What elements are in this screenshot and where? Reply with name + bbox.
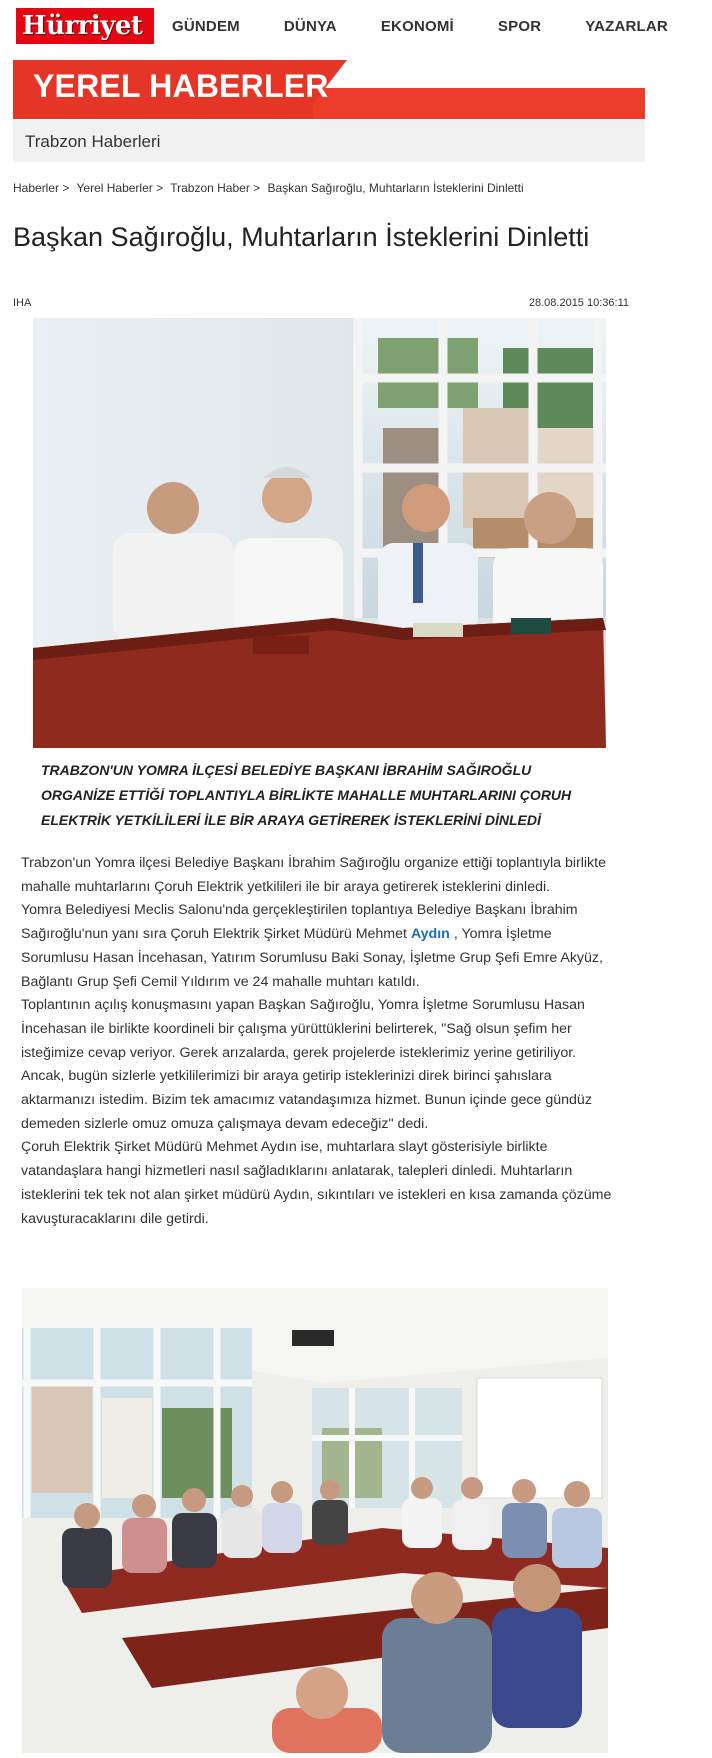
subsection-title[interactable]: Trabzon Haberleri xyxy=(25,132,161,151)
article-date: 28.08.2015 10:36:11 xyxy=(528,297,629,309)
top-navigation xyxy=(0,0,668,56)
nav-link-ekonomi[interactable]: EKONOMİ xyxy=(380,18,454,35)
hurriyet-logo[interactable] xyxy=(16,8,154,44)
logo-text: Hürriyet xyxy=(22,11,143,41)
article-paragraph xyxy=(21,899,621,994)
breadcrumb-item-haberler[interactable]: Haberler > xyxy=(13,181,70,195)
nav-link-dunya[interactable]: DÜNYA xyxy=(283,18,337,35)
council-room-photo-illustration xyxy=(22,1288,608,1753)
article-paragraph: Trabzon'un Yomra ilçesi Belediye Başkanı İbrahim Sağıroğlu organize ettiği toplantıyla birlikte mahalle muhtarlarını Çoruh Elektrik yetkilileri ile bir araya getirerek isteklerini dinledi. xyxy=(21,855,606,895)
main-nav xyxy=(172,18,712,35)
breadcrumb xyxy=(13,181,528,195)
breadcrumb-item-current: Başkan Sağıroğlu, Muhtarların İsteklerini Dinletti xyxy=(267,181,524,195)
nav-link-gundem[interactable]: GÜNDEM xyxy=(172,18,240,35)
paragraph-text: Yomra Belediyesi Meclis Salonu'nda gerçekleştirilen toplantıya Belediye Başkanı İbrahim Sağıroğlu'nun yanı sıra Çoruh Elektrik Şirket Müdürü Mehmet xyxy=(21,902,578,943)
nav-link-spor[interactable]: SPOR xyxy=(497,18,542,35)
person-link-aydin[interactable]: Aydın xyxy=(410,926,450,943)
photo-caption: TRABZON'UN YOMRA İLÇESİ BELEDİYE BAŞKANI İBRAHİM SAĞIROĞLU ORGANİZE ETTİĞİ TOPLANTIYLA BİRLİKTE MAHALLE MUHTARLARINI ÇORUH ELEKTRİK YETKİLİLERİ İLE BİR ARAYA GETİREREK İSTEKLERİNİ DİNLEDİ xyxy=(41,762,572,828)
article-title: Başkan Sağıroğlu, Muhtarların İsteklerini Dinletti xyxy=(13,222,590,252)
breadcrumb-item-trabzon[interactable]: Trabzon Haber > xyxy=(170,181,261,195)
article-source: IHA xyxy=(13,297,32,309)
article-body xyxy=(21,852,621,1231)
section-title[interactable]: YEREL HABERLER xyxy=(33,68,329,104)
paragraph-text: , Yomra İşletme Sorumlusu Hasan İncehasan, Yatırım Sorumlusu Baki Sonay, İşletme Grup Şefi Emre Akyüz, Bağlantı Grup Şefi Cemil Yıldırım ve 24 mahalle muhtarı katıldı. xyxy=(21,926,603,990)
article-photo-main xyxy=(33,318,606,748)
article-photo-secondary xyxy=(22,1288,608,1753)
article-paragraph: Çoruh Elektrik Şirket Müdürü Mehmet Aydın ise, muhtarlara slayt gösterisiyle birlikte vatandaşlara hangi hizmetleri nasıl sağladıklarını anlatarak, talepleri dinledi. Muhtarların isteklerini tek tek not alan şirket müdürü Aydın, sıkıntıları ve istekleri en kısa zamanda çözüme kavuşturacaklarını dile getirdi. xyxy=(21,1139,612,1227)
nav-link-yazarlar[interactable]: YAZARLAR xyxy=(585,18,668,35)
subsection-bar xyxy=(13,120,645,162)
section-banner xyxy=(13,60,645,119)
meeting-photo-illustration xyxy=(33,318,606,748)
article-paragraph: Toplantının açılış konuşmasını yapan Başkan Sağıroğlu, Yomra İşletme Sorumlusu Hasan İncehasan ile birlikte koordineli bir çalışma yürüttüklerini belirterek, "Sağ olsun şefim her isteğimize cevap veriyor. Gerek arızalarda, gerek projelerde isteklerimiz yerine getiriliyor. Ancak, bugün sizlerle yetkililerimizi bir araya getirip isteklerinizi direk birinci şahıslara aktarmanızı istedim. Bizim tek amacımız vatandaşımıza hizmet. Bunun içinde gece gündüz demeden sizlerle omuz omuza çalışmaya devam edeceğiz" dedi. xyxy=(21,997,592,1132)
breadcrumb-item-yerel[interactable]: Yerel Haberler > xyxy=(76,181,164,195)
